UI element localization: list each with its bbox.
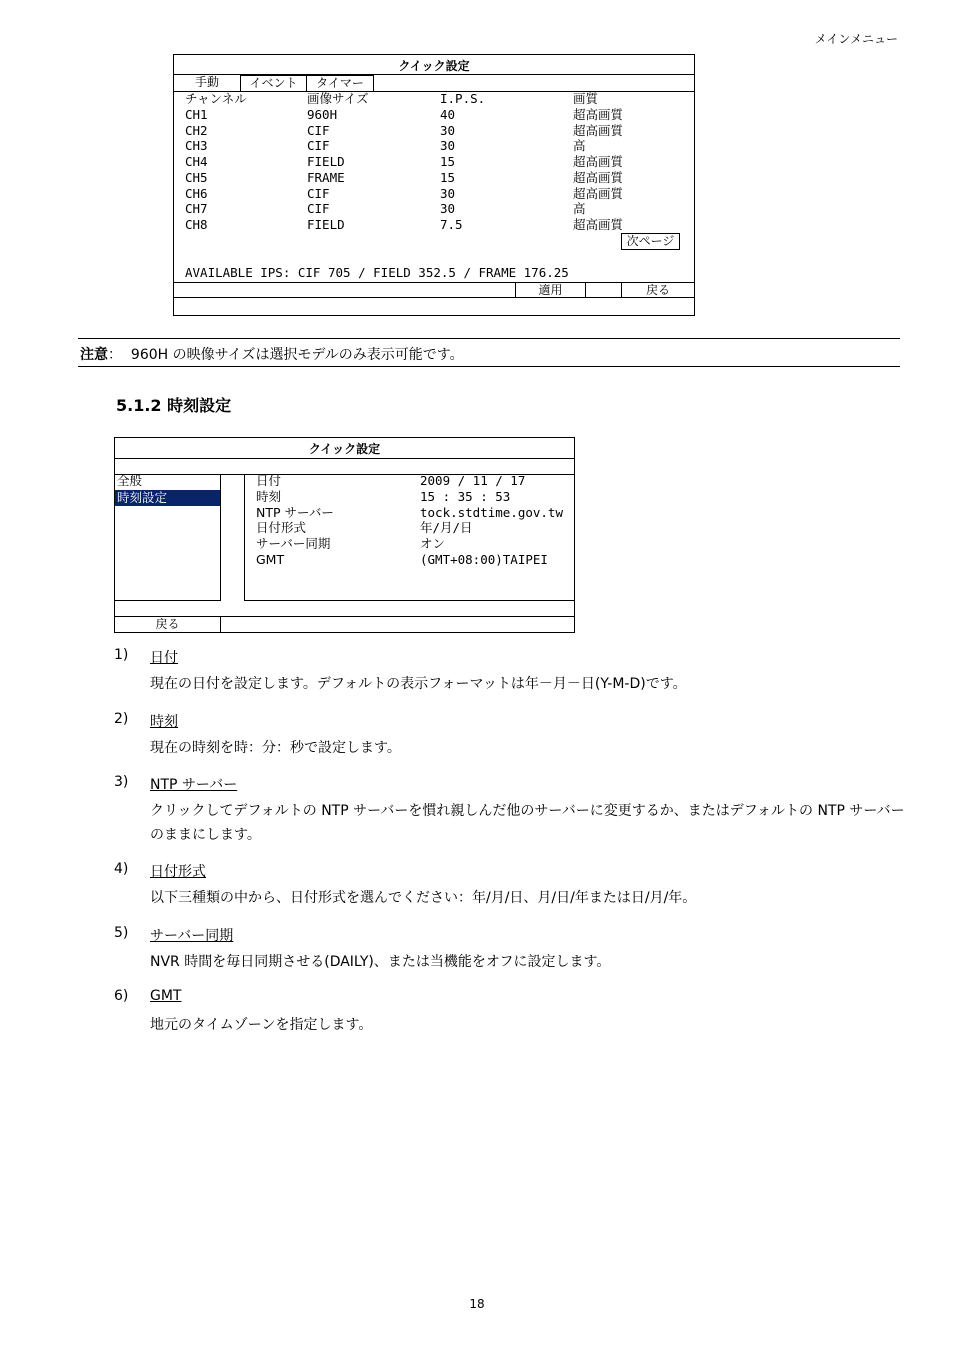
table-cell: CIF — [307, 138, 330, 154]
column-header: チャンネル — [185, 91, 247, 106]
column-header: 画像サイズ — [307, 91, 369, 106]
column-header: I.P.S. — [440, 91, 486, 106]
dialog2-title: クイック設定 — [308, 442, 381, 456]
item-title: 時刻 — [150, 714, 178, 730]
item-description: クリックしてデフォルトの NTP サーバーを慣れ親しんだ他のサーバーに変更するか、またはデフォルトの NTP サーバーのままにします。 — [150, 803, 905, 843]
field-label: 日付形式 — [256, 520, 307, 536]
item-title: 日付 — [150, 650, 178, 666]
column-header: 画質 — [573, 91, 599, 106]
item-description: 現在の時刻を時：分：秒で設定します。 — [150, 740, 401, 756]
item-description: 地元のタイムゾーンを指定します。 — [150, 1017, 373, 1033]
field-value[interactable]: オン — [420, 536, 446, 552]
field-value[interactable]: (GMT+08:00)TAIPEI — [420, 552, 548, 567]
note-label: 注意 — [80, 347, 108, 363]
tab-timer[interactable]: タイマー — [306, 75, 374, 92]
table-cell: 超高画質 — [573, 216, 624, 232]
table-cell: 960H — [307, 107, 338, 122]
item-number: 1) — [114, 647, 129, 663]
table-cell: CH8 — [185, 216, 208, 232]
field-label: 時刻 — [256, 488, 282, 504]
table-cell: CH6 — [185, 185, 208, 201]
tab-event[interactable]: イベント — [240, 75, 307, 92]
menu-item-time-setup[interactable]: 時刻設定 — [115, 490, 220, 506]
item-number: 5) — [114, 925, 129, 941]
table-cell: 超高画質 — [573, 185, 624, 201]
field-label: 日付 — [256, 473, 282, 488]
table-cell: CH1 — [185, 107, 208, 122]
available-ips-text: AVAILABLE IPS: CIF 705 / FIELD 352.5 / FRAME 176.25 — [185, 265, 569, 280]
table-cell: CH2 — [185, 122, 208, 138]
table-cell: 超高画質 — [573, 107, 624, 122]
field-value[interactable]: 年/月/日 — [420, 520, 473, 536]
dialog-title: クイック設定 — [398, 59, 470, 73]
table-cell: 40 — [440, 107, 456, 122]
table-cell: CIF — [307, 201, 330, 217]
table-cell: CIF — [307, 122, 330, 138]
running-header: メインメニュー — [814, 32, 898, 46]
field-value[interactable]: 2009 / 11 / 17 — [420, 473, 526, 488]
field-label: NTP サーバー — [256, 504, 334, 520]
apply-button[interactable]: 適用 — [515, 282, 586, 298]
page-number: 18 — [469, 1297, 485, 1311]
section-title: 5.1.2 時刻設定 — [116, 396, 232, 415]
table-cell: 超高画質 — [573, 169, 624, 185]
table-cell: 30 — [440, 122, 456, 138]
item-description: NVR 時間を毎日同期させる(DAILY)、または当機能をオフに設定します。 — [150, 954, 611, 970]
item-number: 6) — [114, 988, 129, 1004]
table-cell: 15 — [440, 154, 456, 170]
next-page-button[interactable]: 次ページ — [621, 233, 680, 250]
menu-item-general[interactable]: 全般 — [117, 473, 143, 488]
item-title: GMT — [150, 988, 182, 1004]
field-value[interactable]: 15 : 35 : 53 — [420, 488, 511, 504]
table-cell: FIELD — [307, 154, 345, 170]
table-cell: FIELD — [307, 216, 345, 232]
table-cell: 30 — [440, 138, 456, 154]
table-cell: FRAME — [307, 169, 345, 185]
table-cell: CH3 — [185, 138, 208, 154]
table-cell: CH4 — [185, 154, 208, 170]
table-cell: CH5 — [185, 169, 208, 185]
table-cell: 7.5 — [440, 216, 463, 232]
table-cell: 30 — [440, 201, 456, 217]
back-button[interactable]: 戻る — [621, 282, 695, 298]
item-number: 2) — [114, 711, 129, 727]
table-cell: 15 — [440, 169, 456, 185]
item-title: 日付形式 — [150, 864, 206, 880]
tab-manual[interactable]: 手動 — [174, 75, 241, 92]
item-number: 4) — [114, 861, 129, 877]
item-description: 現在の日付を設定します。デフォルトの表示フォーマットは年－月－日(Y-M-D)です。 — [150, 676, 687, 692]
table-cell: 高 — [573, 201, 586, 217]
table-cell: 超高画質 — [573, 122, 624, 138]
item-number: 3) — [114, 774, 129, 790]
table-cell: CIF — [307, 185, 330, 201]
field-label: サーバー同期 — [256, 536, 331, 552]
item-description: 以下三種類の中から、日付形式を選んでください：年/月/日、月/日/年または日/月/年。 — [150, 890, 697, 906]
back-button-2[interactable]: 戻る — [114, 616, 221, 633]
note-text: 960H の映像サイズは選択モデルのみ表示可能です。 — [130, 347, 464, 363]
field-label: GMT — [256, 552, 285, 567]
item-title: NTP サーバー — [150, 777, 238, 793]
table-cell: CH7 — [185, 201, 208, 217]
table-cell: 30 — [440, 185, 456, 201]
table-cell: 超高画質 — [573, 154, 624, 170]
table-cell: 高 — [573, 138, 586, 154]
field-value[interactable]: tock.stdtime.gov.tw — [420, 504, 563, 520]
item-title: サーバー同期 — [150, 928, 234, 944]
note: 注意： 960H の映像サイズは選択モデルのみ表示可能です。 — [80, 347, 464, 363]
